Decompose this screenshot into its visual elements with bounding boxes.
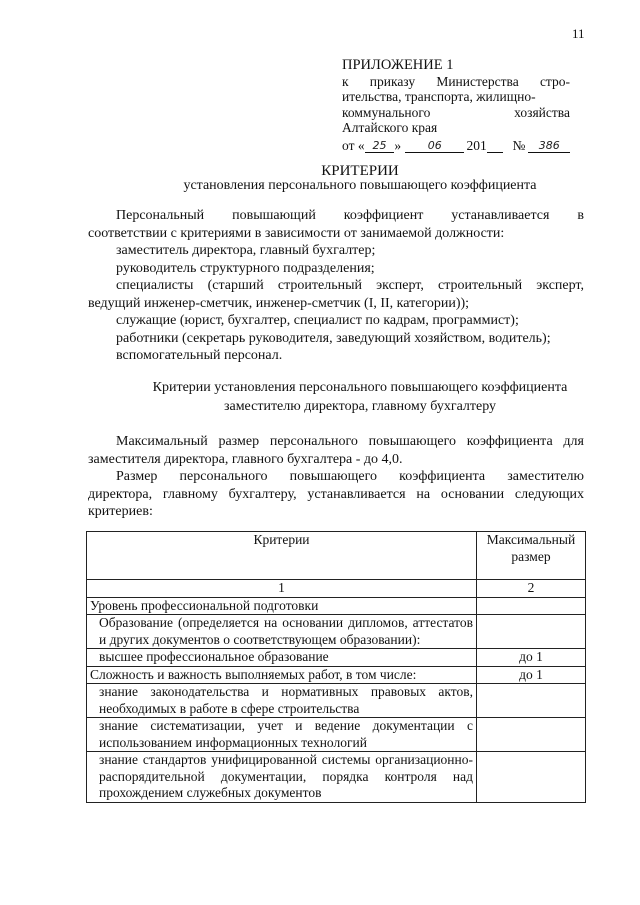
date-year-blank bbox=[487, 152, 503, 153]
max-cell: до 1 bbox=[477, 666, 586, 684]
date-year-prefix: 201 bbox=[466, 137, 487, 153]
document-title: КРИТЕРИИ bbox=[321, 163, 399, 179]
table-row bbox=[87, 666, 586, 684]
max-cell: до 1 bbox=[477, 649, 586, 667]
table-row bbox=[87, 615, 586, 649]
position-item: работники (секретарь руководителя, заведующий хозяйством, водитель); bbox=[116, 330, 551, 346]
position-item: руководитель структурного подразделения; bbox=[116, 260, 375, 276]
appendix-line-4: Алтайского края bbox=[342, 120, 438, 135]
section-heading bbox=[130, 378, 590, 416]
appendix-block bbox=[342, 58, 570, 153]
appendix-line-1 bbox=[342, 74, 570, 90]
appendix-word: стро- bbox=[539, 73, 570, 89]
max-cell bbox=[477, 615, 586, 649]
max-cell bbox=[477, 752, 586, 803]
table-row bbox=[87, 649, 586, 667]
max-cell bbox=[477, 597, 586, 615]
appendix-word: к bbox=[342, 73, 349, 89]
number-sign: № bbox=[512, 137, 526, 153]
order-number-handwritten: 386 bbox=[528, 140, 570, 153]
table-row bbox=[87, 684, 586, 718]
criterion-cell: Образование (определяется на основании дипломов, аттестатов и других документов о соответствующем образовании): bbox=[87, 615, 477, 649]
appendix-word: Министерства bbox=[436, 73, 519, 89]
date-day-handwritten: 25 bbox=[365, 140, 395, 153]
table-row bbox=[87, 597, 586, 615]
max-cell bbox=[477, 684, 586, 718]
column-number: 1 bbox=[87, 580, 477, 598]
position-item: заместитель директора, главный бухгалтер; bbox=[116, 243, 376, 258]
paragraph-line: директора, главному бухгалтеру, устанавливается на основании следующих bbox=[88, 486, 584, 502]
appendix-line-2: ительства, транспорта, жилищно- bbox=[342, 89, 536, 104]
intro-line: соответствии с критериями в зависимости от занимаемой должности: bbox=[88, 225, 505, 241]
page-number: 11 bbox=[572, 26, 585, 41]
criterion-cell: знание стандартов унифицированной системы организационно- распорядительной документации, порядка контроля над прохождением служебных документов bbox=[87, 752, 477, 803]
header-max-size: Максимальный размер bbox=[477, 532, 586, 580]
table-column-number-row bbox=[87, 580, 586, 598]
paragraph-line: критериев: bbox=[88, 504, 153, 519]
position-item: ведущий инженер-сметчик, инженер-сметчик (I, II, категории)); bbox=[88, 295, 470, 311]
header-criteria: Критерии bbox=[87, 532, 477, 580]
date-close-quote: » bbox=[394, 137, 402, 153]
order-date-line bbox=[342, 138, 570, 154]
document-subtitle: установления персонального повышающего коэффициента bbox=[183, 178, 537, 193]
section-heading-line: Критерии установления персонального повышающего коэффициента bbox=[152, 380, 568, 395]
paragraph-line: Размер персонального повышающего коэффициента заместителю bbox=[116, 469, 584, 484]
paragraph-block bbox=[88, 433, 584, 521]
appendix-word: хозяйства bbox=[514, 104, 570, 120]
date-prefix: от « bbox=[342, 137, 365, 153]
appendix-word: коммунального bbox=[342, 104, 431, 120]
paragraph-line: Максимальный размер персонального повышающего коэффициента для bbox=[116, 434, 584, 449]
criterion-cell: Сложность и важность выполняемых работ, в том числе: bbox=[87, 666, 477, 684]
appendix-title: ПРИЛОЖЕНИЕ 1 bbox=[342, 57, 454, 73]
table-header-row bbox=[87, 532, 586, 580]
position-item: служащие (юрист, бухгалтер, специалист по кадрам, программист); bbox=[116, 313, 519, 328]
position-item: специалисты (старший строительный эксперт, строительный эксперт, bbox=[116, 278, 584, 293]
criterion-cell: знание систематизации, учет и ведение документации с использованием информационных технологий bbox=[87, 718, 477, 752]
appendix-line-3 bbox=[342, 105, 570, 121]
table-row bbox=[87, 752, 586, 803]
column-number: 2 bbox=[477, 580, 586, 598]
date-month-handwritten: 06 bbox=[405, 140, 464, 153]
max-cell bbox=[477, 718, 586, 752]
paragraph-line: заместителя директора, главного бухгалтера - до 4,0. bbox=[88, 451, 403, 467]
criterion-cell: Уровень профессиональной подготовки bbox=[87, 597, 477, 615]
intro-block bbox=[88, 207, 584, 365]
section-heading-line: заместителю директора, главному бухгалтеру bbox=[223, 399, 497, 414]
position-item: вспомогательный персонал. bbox=[116, 348, 283, 363]
table-row bbox=[87, 718, 586, 752]
criterion-cell: знание законодательства и нормативных правовых актов, необходимых в работе в сфере строительства bbox=[87, 684, 477, 718]
criterion-cell: высшее профессиональное образование bbox=[87, 649, 477, 667]
criteria-table bbox=[86, 531, 586, 803]
appendix-word: приказу bbox=[369, 73, 416, 89]
intro-line: Персональный повышающий коэффициент устанавливается в bbox=[116, 208, 584, 223]
